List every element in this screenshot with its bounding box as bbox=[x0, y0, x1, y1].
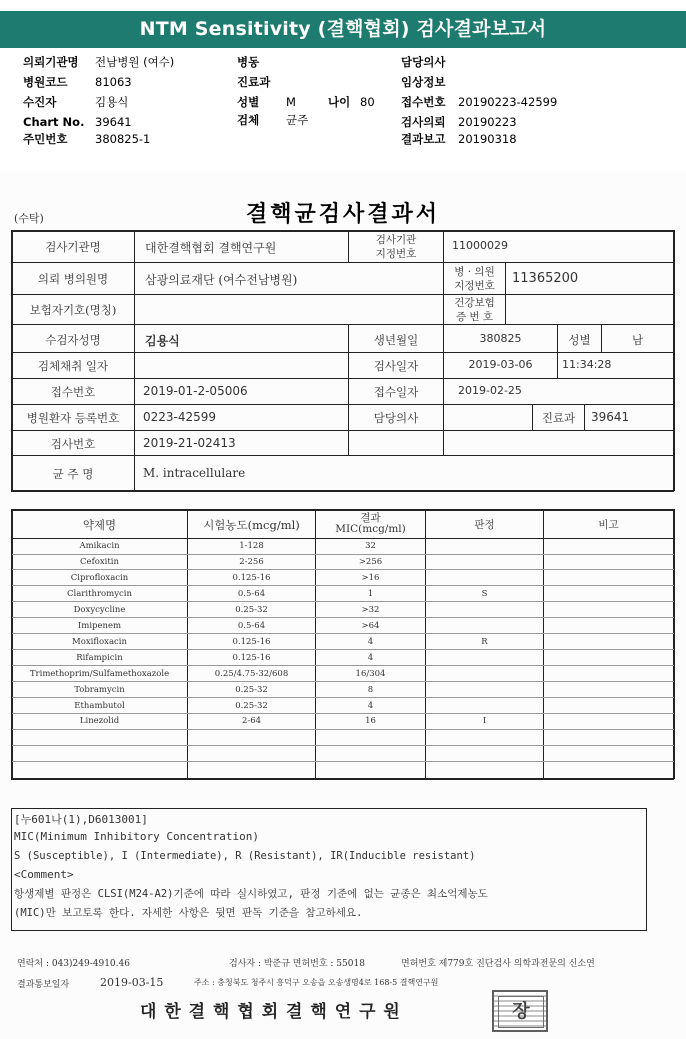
hospital-name-value: 삼광의료재단 (여수전남병원) bbox=[145, 273, 298, 287]
drug-row bbox=[12, 699, 674, 715]
drug-name: Doxycycline bbox=[73, 604, 126, 615]
report-header-title: NTM Sensitivity (결핵협회) 검사결과보고서 bbox=[0, 11, 686, 48]
drug-mic: 4 bbox=[367, 700, 374, 711]
test-time-value: 11:34:28 bbox=[562, 358, 612, 371]
patient-value: 김용식 bbox=[95, 95, 129, 109]
drug-range: 0.125-16 bbox=[232, 636, 271, 647]
footer-phone: 연락처 : 043)249-4910.46 bbox=[17, 959, 130, 969]
drug-range: 0.25-32 bbox=[235, 604, 268, 615]
specimen-label: 검체 bbox=[237, 113, 260, 127]
comment-mic: MIC(Minimum Inhibitory Concentration) bbox=[14, 830, 260, 843]
insurance-label: 보험자기호(명칭) bbox=[29, 303, 117, 317]
lab-code-value: 11000029 bbox=[452, 239, 508, 252]
footer-license: 면허번호 제779호 진단검사 의학과전문의 신소연 bbox=[401, 959, 595, 969]
hospital-value: 전남병원 (여수) bbox=[95, 55, 175, 69]
col-header-note: 비고 bbox=[598, 519, 619, 531]
drug-mic: 8 bbox=[367, 684, 374, 695]
drug-name: Linezolid bbox=[79, 716, 120, 727]
hosp-code-label-2: 지정번호 bbox=[454, 280, 495, 292]
resident-no-value: 380825-1 bbox=[95, 132, 151, 146]
drug-interpretation: R bbox=[481, 636, 488, 647]
drug-name: Clarithromycin bbox=[67, 588, 132, 599]
drug-row bbox=[12, 603, 674, 619]
hospital-name-label: 의뢰 병의원명 bbox=[37, 272, 109, 286]
collect-date-label: 검체채취 일자 bbox=[37, 359, 109, 373]
request-date-label: 검사의뢰 bbox=[401, 115, 446, 129]
test-date-value: 2019-03-06 bbox=[468, 358, 533, 371]
receipt-tag: (수탁) bbox=[14, 212, 44, 225]
drug-row bbox=[12, 587, 674, 603]
drug-mic: >32 bbox=[361, 604, 380, 615]
drug-row bbox=[12, 619, 674, 635]
drug-mic: 16 bbox=[365, 716, 376, 727]
receipt-number-value: 2019-01-2-05006 bbox=[143, 384, 248, 398]
drug-interpretation: S bbox=[481, 588, 488, 599]
sex-value: M bbox=[286, 95, 296, 109]
drug-row bbox=[12, 762, 674, 778]
lab-code-label-2: 지정번호 bbox=[375, 248, 417, 260]
sex-label: 성별 bbox=[237, 95, 260, 109]
drug-row bbox=[12, 714, 674, 730]
receipt-number-label: 접수번호 bbox=[50, 385, 96, 399]
drug-mic: 4 bbox=[367, 636, 374, 647]
clinical-info-label: 임상정보 bbox=[401, 75, 446, 89]
card-label-2: 증 번 호 bbox=[455, 311, 494, 323]
age-value: 80 bbox=[360, 95, 375, 109]
drug-range: 0.25/4.75-32/608 bbox=[214, 668, 289, 679]
sex-field-value: 남 bbox=[631, 333, 644, 347]
chart-no-label: Chart No. bbox=[23, 115, 85, 129]
footer-notify-label: 결과통보일자 bbox=[17, 980, 70, 990]
col-header-result: 결과 bbox=[360, 512, 381, 524]
comment-line-2: (MIC)만 보고토록 한다. 자세한 사항은 뒷면 판독 기준을 참고하세요. bbox=[14, 907, 363, 919]
registration-no-label: 병원환자 등록번호 bbox=[26, 411, 120, 425]
test-number-value: 2019-21-02413 bbox=[143, 436, 236, 450]
footer-notify-date: 2019-03-15 bbox=[100, 976, 164, 989]
specimen-value: 균주 bbox=[286, 113, 309, 127]
lab-label: 검사기관명 bbox=[45, 240, 101, 254]
report-title: 결핵균검사결과서 bbox=[245, 201, 441, 227]
drug-row bbox=[12, 683, 674, 699]
drug-range: 0.125-16 bbox=[232, 652, 271, 663]
department-value: 39641 bbox=[591, 410, 630, 424]
report-date-value: 20190318 bbox=[458, 132, 517, 146]
col-header-mic: MIC(mcg/ml) bbox=[335, 523, 406, 535]
drug-range: 2-256 bbox=[239, 556, 264, 567]
drug-mic: 32 bbox=[365, 541, 376, 551]
hosp-code-label-1: 병 · 의원 bbox=[454, 266, 495, 278]
col-header-interpretation: 판정 bbox=[474, 519, 495, 531]
drug-name: Tobramycin bbox=[74, 684, 125, 695]
resident-no-label: 주민번호 bbox=[23, 132, 68, 146]
hosp-code-value: 11365200 bbox=[512, 271, 579, 286]
drug-row bbox=[12, 730, 674, 746]
drug-mic: 4 bbox=[367, 652, 374, 663]
ward-label: 병동 bbox=[237, 55, 260, 69]
drug-range: 0.25-32 bbox=[235, 700, 268, 711]
footer-address: 주소 : 충청북도 청주시 흥덕구 오송읍 오송생명4로 168-5 결핵연구원 bbox=[194, 978, 439, 987]
drug-interpretation: I bbox=[482, 716, 487, 727]
card-label-1: 건강보험 bbox=[454, 297, 495, 309]
chart-no-value: 39641 bbox=[95, 115, 132, 129]
seal-char: 장 bbox=[498, 996, 544, 1028]
receipt-no-value: 20190223-42599 bbox=[458, 95, 558, 109]
drug-range: 2-64 bbox=[241, 716, 262, 727]
drug-row bbox=[12, 571, 674, 587]
drug-range: 0.5-64 bbox=[237, 620, 266, 631]
hospital-label: 의뢰기관명 bbox=[23, 55, 79, 69]
col-header-drug: 약제명 bbox=[82, 518, 117, 532]
comment-code: [누601나(1),D6013001] bbox=[14, 813, 148, 826]
drug-mic: 1 bbox=[367, 588, 374, 599]
comment-legend: S (Susceptible), I (Intermediate), R (Resistant), IR(Inducible resistant) bbox=[14, 850, 476, 862]
test-number-label: 검사번호 bbox=[50, 437, 96, 451]
drug-name: Imipenem bbox=[77, 620, 122, 631]
drug-row bbox=[12, 539, 674, 555]
department-label: 진료과 bbox=[541, 411, 576, 425]
comment-line-1: 항생제별 판정은 CLSI(M24-A2)기준에 따라 실시하였고, 판정 기준에 없는 균종은 최소억제농도 bbox=[14, 888, 488, 900]
patient-name-label: 수검자성명 bbox=[45, 333, 101, 347]
receipt-date-label: 접수일자 bbox=[373, 385, 419, 399]
drug-name: Ciprofloxacin bbox=[70, 572, 129, 583]
drug-name: Ethambutol bbox=[74, 700, 125, 711]
drug-range: 0.125-16 bbox=[232, 572, 271, 583]
drug-mic: 16/304 bbox=[355, 668, 386, 679]
strain-label: 균 주 명 bbox=[52, 467, 94, 481]
drug-range: 0.25-32 bbox=[235, 684, 268, 695]
sex-field-label: 성별 bbox=[568, 333, 591, 347]
age-label: 나이 bbox=[328, 95, 351, 109]
hospital-code-value: 81063 bbox=[95, 75, 132, 89]
drug-row bbox=[12, 651, 674, 667]
patient-label: 수진자 bbox=[23, 95, 57, 109]
drug-range: 0.5-64 bbox=[237, 588, 266, 599]
drug-row bbox=[12, 555, 674, 571]
drug-name: Cefoxitin bbox=[80, 556, 119, 567]
test-date-label: 검사일자 bbox=[373, 359, 419, 373]
registration-no-value: 0223-42599 bbox=[143, 410, 217, 424]
organization-signature: 대 한 결 핵 협 회 결 핵 연 구 원 bbox=[140, 1002, 401, 1022]
drug-row bbox=[12, 746, 674, 762]
strain-value: M. intracellulare bbox=[143, 466, 246, 480]
receipt-date-value: 2019-02-25 bbox=[458, 384, 522, 397]
footer-examiner: 검사자 : 박준규 면허번호 : 55018 bbox=[229, 959, 365, 969]
report-date-label: 결과보고 bbox=[401, 132, 446, 146]
drug-mic: >256 bbox=[358, 556, 383, 567]
drug-mic: >64 bbox=[361, 620, 380, 631]
birth-label: 생년월일 bbox=[373, 333, 419, 347]
drug-row bbox=[12, 635, 674, 651]
drug-row bbox=[12, 667, 674, 683]
birth-value: 380825 bbox=[479, 332, 522, 345]
hospital-code-label: 병원코드 bbox=[23, 75, 68, 89]
drug-name: Amikacin bbox=[79, 541, 120, 551]
receipt-no-label: 접수번호 bbox=[401, 95, 446, 109]
attending-doctor-label: 담당의사 bbox=[373, 411, 419, 425]
lab-code-label-1: 검사기관 bbox=[375, 234, 417, 246]
drug-name: Trimethoprim/Sulfamethoxazole bbox=[29, 668, 170, 679]
doctor-label: 담당의사 bbox=[401, 55, 446, 69]
drug-name: Rifampicin bbox=[76, 652, 123, 663]
drug-mic: >16 bbox=[361, 572, 380, 583]
comment-heading: <Comment> bbox=[14, 868, 74, 881]
dept-label: 진료과 bbox=[237, 75, 271, 89]
drug-name: Moxifloxacin bbox=[72, 636, 127, 647]
patient-name-value: 김용식 bbox=[145, 334, 180, 348]
lab-value: 대한결핵협회 결핵연구원 bbox=[145, 241, 277, 255]
drug-range: 1-128 bbox=[239, 541, 264, 551]
request-date-value: 20190223 bbox=[458, 115, 517, 129]
col-header-range: 시험농도(mcg/ml) bbox=[203, 518, 300, 532]
official-seal-stamp bbox=[492, 990, 548, 1032]
